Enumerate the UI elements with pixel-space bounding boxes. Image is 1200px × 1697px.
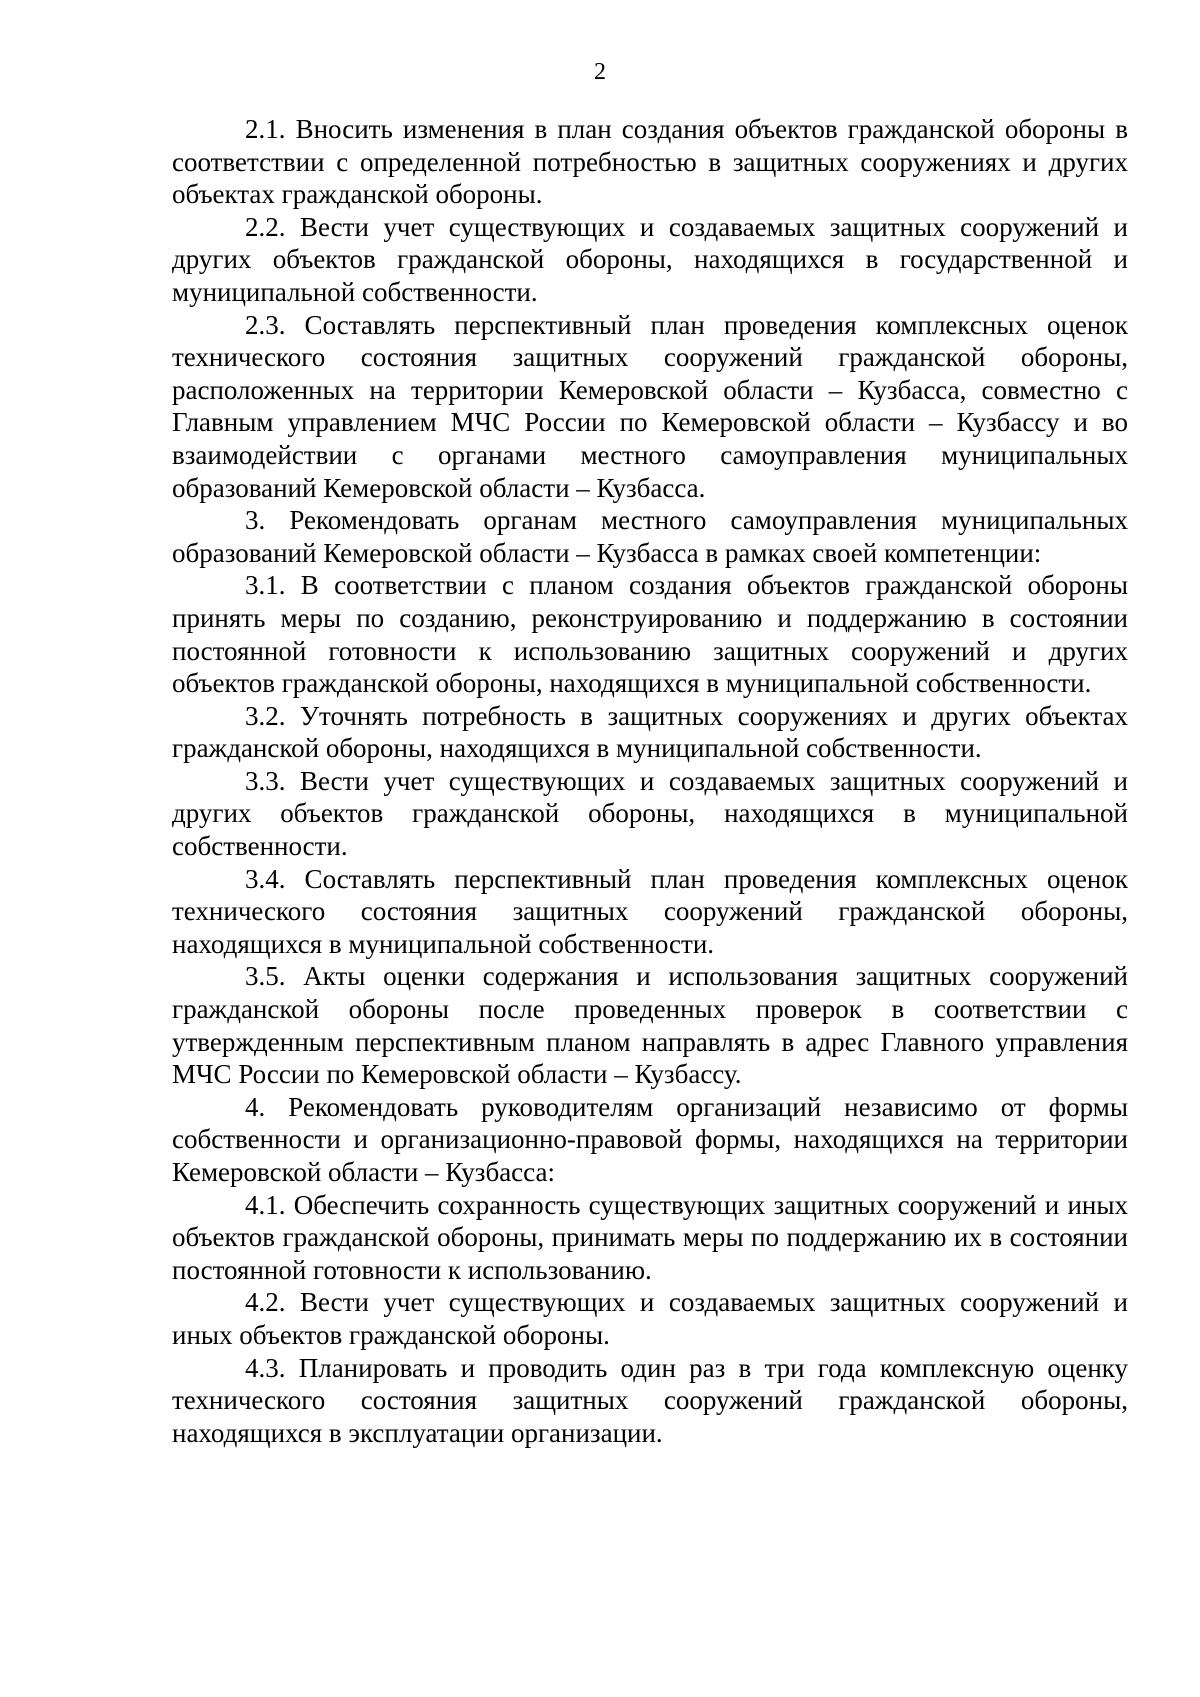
paragraph-4-2: 4.2. Вести учет существующих и создаваемых защитных сооружений и иных объектов гражданской обороны. xyxy=(172,1287,1128,1350)
paragraph-2-3: 2.3. Составлять перспективный план проведения комплексных оценок технического состояния защитных сооружений гражданской обороны, расположенных на территории Кемеровской области – Кузбасса, совместно с Главным управлением МЧС России по Кемеровской области – Кузбассу и во взаимодействии с органами местного самоуправления муниципальных образований Кемеровской области – Кузбасса. xyxy=(172,309,1128,503)
paragraph-3-4: 3.4. Составлять перспективный план проведения комплексных оценок технического состояния защитных сооружений гражданской обороны, находящихся в муниципальной собственности. xyxy=(172,863,1128,959)
paragraph-2-1: 2.1. Вносить изменения в план создания объектов гражданской обороны в соответствии с определенной потребностью в защитных сооружениях и других объектах гражданской обороны. xyxy=(172,114,1128,210)
paragraph-3-5: 3.5. Акты оценки содержания и использования защитных сооружений гражданской обороны после проведенных проверок в соответствии с утвержденным перспективным планом направлять в адрес Главного управления МЧС России по Кемеровской области – Кузбассу. xyxy=(172,961,1128,1090)
document-body xyxy=(172,113,1128,1449)
paragraph-2-2: 2.2. Вести учет существующих и создаваемых защитных сооружений и других объектов гражданской обороны, находящихся в государственной и муниципальной собственности. xyxy=(172,211,1128,307)
paragraph-3-1: 3.1. В соответствии с планом создания объектов гражданской обороны принять меры по созданию, реконструированию и поддержанию в состоянии постоянной готовности к использованию защитных сооружений и других объектов гражданской обороны, находящихся в муниципальной собственности. xyxy=(172,570,1128,699)
paragraph-3: 3. Рекомендовать органам местного самоуправления муниципальных образований Кемеровской области – Кузбасса в рамках своей компетенции: xyxy=(172,505,1128,568)
paragraph-4-1: 4.1. Обеспечить сохранность существующих защитных сооружений и иных объектов гражданской обороны, принимать меры по поддержанию их в состоянии постоянной готовности к использованию. xyxy=(172,1189,1128,1285)
paragraph-3-3: 3.3. Вести учет существующих и создаваемых защитных сооружений и других объектов гражданской обороны, находящихся в муниципальной собственности. xyxy=(172,765,1128,862)
page-number: 2 xyxy=(594,59,606,85)
paragraph-3-2: 3.2. Уточнять потребность в защитных сооружениях и других объектах гражданской обороны, находящихся в муниципальной собственности. xyxy=(172,700,1128,764)
paragraph-4: 4. Рекомендовать руководителям организаций независимо от формы собственности и организационно-правовой формы, находящихся на территории Кемеровской области – Кузбасса: xyxy=(172,1091,1128,1187)
paragraph-4-3: 4.3. Планировать и проводить один раз в три года комплексную оценку технического состояния защитных сооружений гражданской обороны, находящихся в эксплуатации организации. xyxy=(172,1352,1128,1448)
